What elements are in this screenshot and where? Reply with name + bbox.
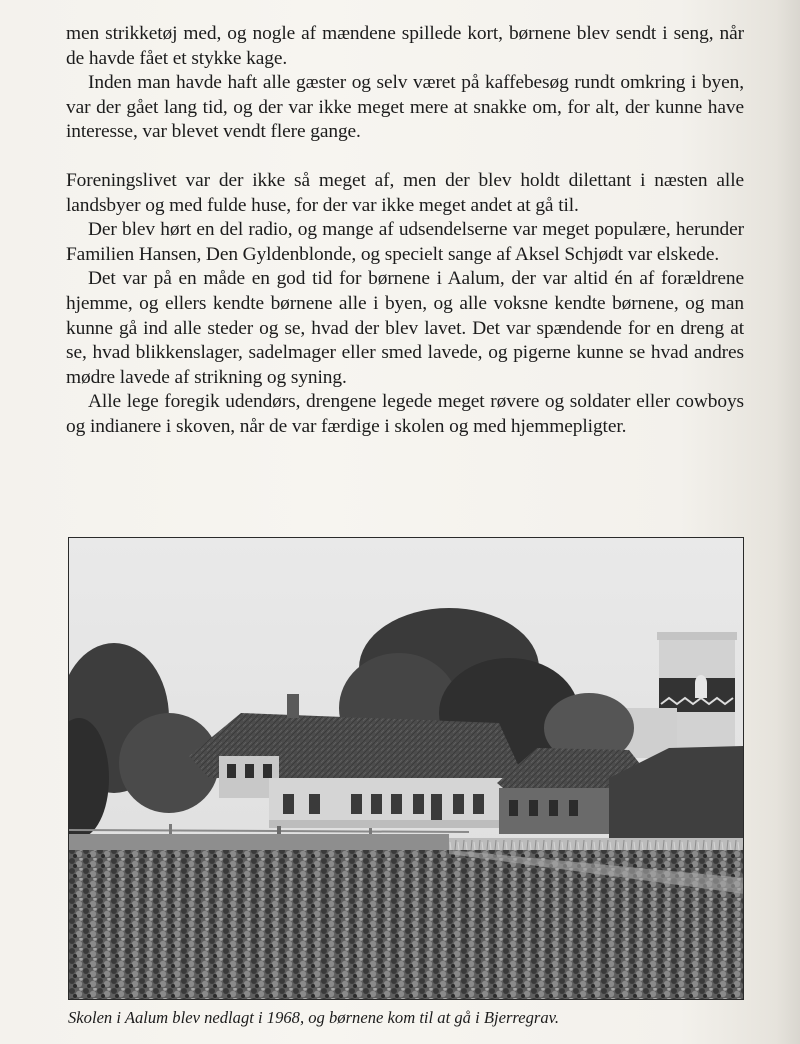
paragraph: Inden man havde haft alle gæster og selv været på kaffebesøg rundt omkring i byen, var der gået lang tid, og der var ikke meget mere at snakke om, for alt, der kunne have interesse, var blevet vendt flere gange. (66, 72, 744, 143)
school-photograph (68, 537, 744, 1000)
paragraph: Alle lege foregik udendørs, drengene legede meget røvere og soldater eller cowboys og indianere i skoven, når de var færdige i skolen og med hjemmepligter. (66, 391, 744, 437)
photo-caption: Skolen i Aalum blev nedlagt i 1968, og børnene kom til at gå i Bjerregrav. (68, 1008, 559, 1027)
body-text (66, 22, 744, 440)
paragraph: men strikketøj med, og nogle af mændene spillede kort, børnene blev sendt i seng, når de havde fået et stykke kage. (66, 23, 744, 69)
paragraph: Det var på en måde en god tid for børnene i Aalum, der var altid én af forældrene hjemme, og ellers kendte børnene alle i byen, og alle voksne kendte børnene, og man kunne gå ind alle steder og se, hvad der blev lavet. Det var spændende for en dreng at se, hvad blikkenslager, sadelmager eller smed lavede, og pigerne kunne se hvad andres mødre lavede af strikning og syning. (66, 268, 744, 388)
paragraph: Der blev hørt en del radio, og mange af udsendelserne var meget populære, herunder Familien Hansen, Den Gyldenblonde, og specielt sange af Aksel Schjødt var elskede. (66, 219, 744, 265)
farm-building (497, 746, 744, 838)
paragraph: Foreningslivet var der ikke så meget af, men der blev holdt dilettant i næsten alle landsbyer og med fulde huse, for der var ikke meget andet at gå til. (66, 169, 744, 216)
